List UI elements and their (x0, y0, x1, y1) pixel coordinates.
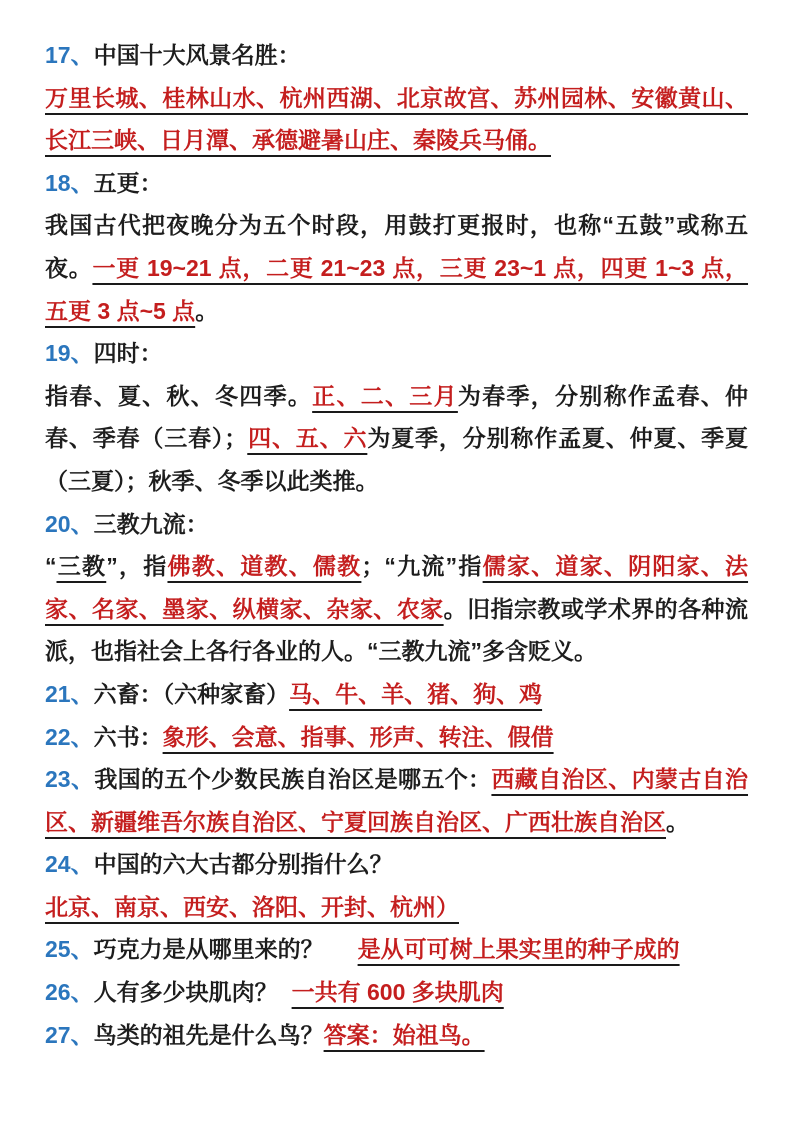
item-24-answer-text: 北京、南京、西安、洛阳、开封、杭州） (45, 893, 459, 920)
item-27-row (45, 1014, 748, 1057)
item-19-heading (45, 332, 748, 375)
item-27-number: 27、 (45, 1021, 94, 1048)
item-24-answer (45, 886, 748, 929)
item-20-answer-sanjiao: 佛教、道教、儒教 (167, 553, 362, 580)
item-23-question: 我国的五个少数民族自治区是哪五个： (94, 766, 492, 793)
item-26-question: 人有多少块肌肉？ (93, 979, 278, 1006)
item-20-number: 20、 (45, 510, 94, 537)
item-26-number: 26、 (45, 979, 94, 1006)
item-23-answer-text: 西藏自治区、内蒙古自治区、新疆维吾尔族自治区、宁夏回族自治区、广西壮族自治区 (45, 766, 749, 835)
item-22-row (45, 716, 748, 759)
item-18-answer-text: 一更 19~21 点，二更 21~23 点，三更 23~1 点，四更 1~3 点，五更 3 点~5 点 (45, 254, 749, 324)
item-26-row (45, 971, 748, 1014)
item-23-row (45, 758, 748, 843)
item-18-number: 18、 (45, 169, 94, 196)
item-19-body (45, 375, 748, 503)
item-17-answer-text: 万里长城、桂林山水、杭州西湖、北京故宫、苏州园林、安徽黄山、长江三峡、日月潭、承德避暑山庄、秦陵兵马俑。 (45, 84, 748, 154)
item-25-answer-text: 是从可可树上果实里的种子成的 (357, 936, 680, 963)
item-20-answer-jiuliu: 儒家、道家、阴阳家、法家、名家、墨家、纵横家、杂家、农家 (45, 553, 749, 622)
item-19-answer-spring: 正、二、三月 (312, 382, 458, 409)
item-18-body-text: 我国古代把夜晚分为五个时段，用鼓打更报时，也称“五鼓”或称五夜。 (45, 212, 748, 281)
item-22-number: 22、 (45, 723, 94, 750)
item-18-heading (45, 162, 748, 205)
item-25-question: 巧克力是从哪里来的？ (93, 936, 324, 963)
item-20-heading (45, 503, 748, 546)
item-21-answer-text: 马、牛、羊、猪、狗、鸡 (289, 680, 543, 707)
item-20-seg3: 。旧指宗教或学术界的各种流派，也指社会上各行各业的人。“三教九流”多含贬义。 (45, 595, 749, 665)
item-22-answer-text: 象形、会意、指事、形声、转注、假借 (162, 723, 554, 750)
item-27-question: 鸟类的祖先是什么鸟？ (93, 1021, 324, 1048)
item-24-question: 中国的六大古都分别指什么？ (93, 851, 393, 878)
item-18-question: 五更： (93, 169, 163, 196)
item-17-question: 中国十大风景名胜： (93, 42, 301, 68)
item-26-answer-text: 一共有 600 多块肌肉 (291, 979, 504, 1006)
item-21-row (45, 673, 748, 716)
item-27-answer-text: 答案：始祖鸟。 (323, 1021, 485, 1048)
item-20-seg2: ；“九流”指 (361, 553, 483, 580)
item-20-body (45, 545, 748, 673)
item-20-quote-open: “ (45, 553, 57, 580)
item-17-answer (45, 77, 748, 162)
item-20-seg1: ”，指 (106, 553, 168, 580)
item-19-question: 四时： (93, 340, 163, 367)
item-25-number: 25、 (45, 936, 94, 963)
item-22-question: 六书： (93, 723, 163, 750)
item-19-answer-summer: 四、五、六 (247, 425, 368, 452)
item-19-seg1: 指春、夏、秋、冬四季。 (45, 382, 313, 409)
item-20-question: 三教九流： (93, 510, 209, 537)
item-19-seg2: 为春季，分别称作孟春、仲春、季春（三春）； (45, 382, 749, 452)
item-17-heading (45, 34, 748, 77)
item-19-number: 19、 (45, 340, 94, 367)
item-19-seg3: 为夏季，分别称作孟夏、仲夏、季夏（三夏）；秋季、冬季以此类推。 (45, 425, 749, 494)
item-18-period: 。 (195, 297, 219, 324)
item-23-number: 23、 (45, 766, 95, 793)
item-24-number: 24、 (45, 851, 94, 878)
item-20-term-sanjiao: 三教 (56, 553, 107, 580)
item-17-number: 17、 (45, 42, 94, 68)
item-21-question: 六畜：（六种家畜） (93, 680, 290, 707)
item-25-row (45, 928, 748, 971)
item-23-period: 。 (666, 808, 689, 835)
item-18-body (45, 204, 748, 332)
item-24-heading (45, 843, 748, 886)
item-21-number: 21、 (45, 680, 94, 707)
